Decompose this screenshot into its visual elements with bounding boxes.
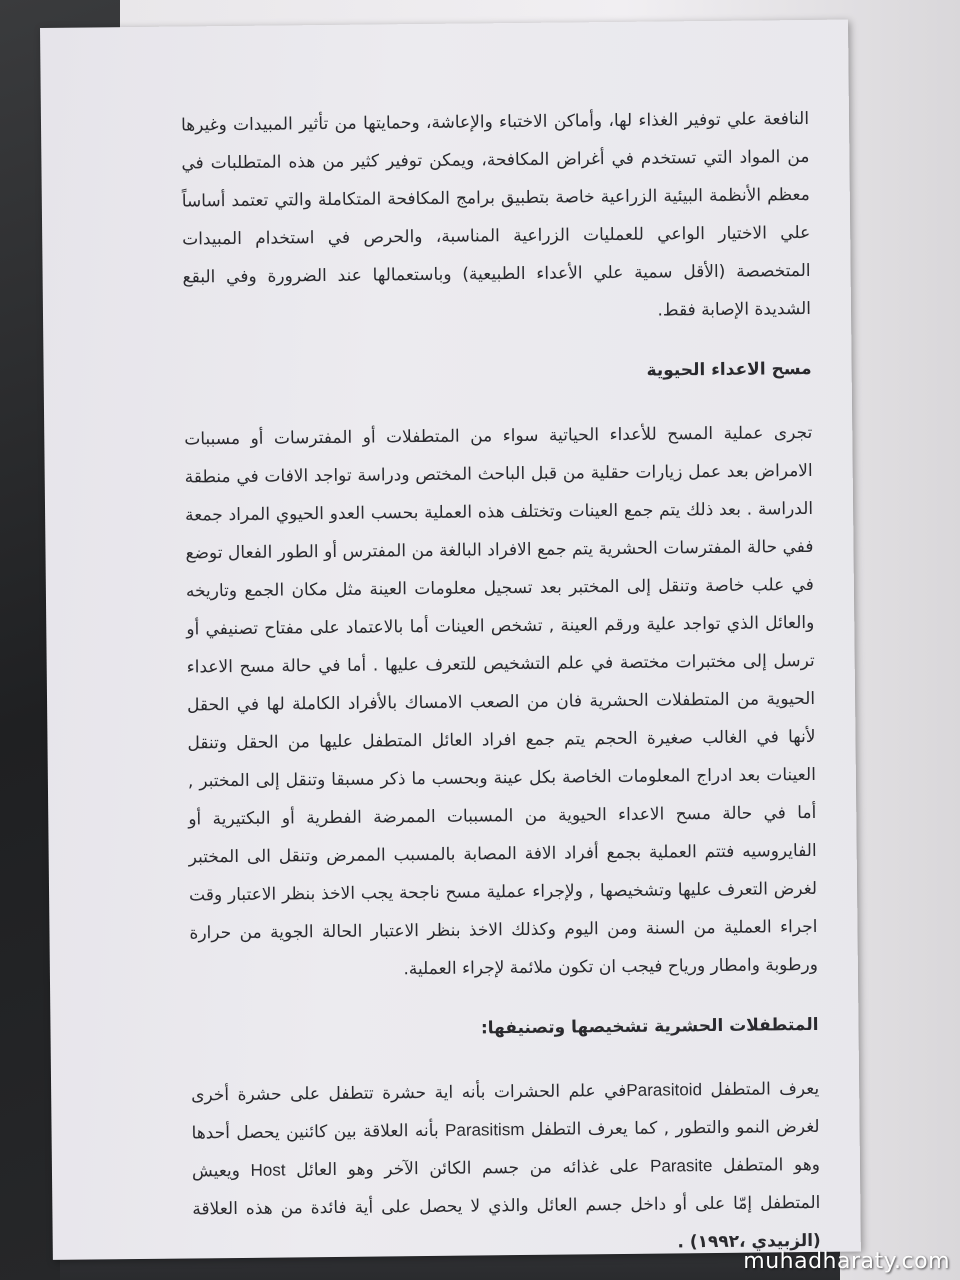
text-fragment: بأنه العلاقة بين كائنين يحصل أحدها وهو المتطفل (191, 1120, 821, 1177)
watermark: muhadharaty.com (743, 1249, 950, 1274)
paragraph-intro: النافعة علي توفير الغذاء لها، وأماكن الاختباء والإعاشة، وحمايتها من تأثير المبيدات وغيرها من المواد التي تستخدم في أغراض المكافحة، ويمكن توفير كثير من هذه المتطلبات في معظم الأنظمة البيئية الزراعية خاصة بتطبيق برامج المكافحة المتكاملة والتي تعتمد أساساً علي الاختيار الواعي للعمليات الزراعية المناسبة، والحرص في استخدام المبيدات المتخصصة (الأقل سمية علي الأعداء الطبيعية) وباستعمالها عند الضرورة وفي البقع الشديدة الإصابة فقط. (180, 108, 812, 321)
page-content (181, 100, 821, 1267)
text-fragment: في علم الحشرات بأنه اية حشرة تتطفل على حشرة أخرى لغرض النمو والتطور , كما يعرف التطفل (191, 1080, 820, 1140)
paragraph-parasitoid-definition (191, 1070, 821, 1267)
text-fragment: يعرف المتطفل (701, 1078, 820, 1101)
section-heading-parasitoids: المتطفلات الحشرية تشخيصها وتصنيفها: (480, 1014, 819, 1039)
citation: (الزبيدي ،١٩٩٢) . (677, 1230, 821, 1253)
paragraph-survey: تجرى عملية المسح للأعداء الحياتية سواء من المتطفلات أو المفترسات أو مسببات الامراض بعد عمل زيارات حقلية من قبل الباحث المختص ودراسة تواجد الافات في منطقة الدراسة . بعد ذلك يتم جمع العينات وتختلف هذه العملية بحسب العدو الحيوي المراد جمعة ففي حالة المفترسات الحشرية يتم جمع الافراد البالغة من المفترس أو الطور الفعال توضع في علب خاصة وتنقل إلى المختبر بعد تسجيل معلومات العينة مثل مكان الجمع وتاريخه والعائل الذي تواجد علية ورقم العينة , تشخص العينات أما بالاعتماد على مفتاح تصنيفي أو ترسل إلى مختبرات مختصة في علم التشخيص للتعرف عليها . أما في حالة مسح الاعداء الحيوية من المتطفلات الحشرية فان من الصعب الامساك بالأفراد الكاملة لها في الحقل لأنها في الغالب صغيرة الحجم يتم جمع افراد العائل المتطفل عليها من الحقل وتنقل العينات بعد ادراج المعلومات الخاصة بكل عينة وبحسب ما ذكر مسبقا وتنقل إلى المختبر , أما في حالة مسح الاعداء الحيوية من المسببات الممرضة الفطرية أو البكتيرية أو الفايروسيه فتتم العملية بجمع أفراد الافة المصابة بالمسبب الممرض وتنقل الى المختبر لغرض التعرف عليها وتشخيصها , ولإجراء عملية مسح ناجحة يجب الاخذ بنظر الاعتبار وقت اجراء العملية من السنة ومن اليوم وكذلك الاخذ بنظر الاعتبار الحالة الجوية من حرارة ورطوبة وامطار ورياح فيجب ان تكون ملائمة لإجراء العملية. (184, 422, 818, 980)
text-fragment: على غذائه من جسم الكائن الآخر وهو العائل (285, 1156, 651, 1181)
section-heading-survey: مسح الاعداء الحيوية (646, 358, 812, 381)
document-page (40, 20, 861, 1260)
term-parasite: Parasite (649, 1156, 713, 1176)
term-parasitoid: Parasitoid (626, 1080, 703, 1100)
term-parasitism: Parasitism (444, 1119, 525, 1140)
term-host: Host (250, 1160, 286, 1180)
text-fragment: ويعيش المتطفل إمّا على أو داخل جسم العائل والذي لا يحصل على أية فائدة من هذه العلاقة (191, 1160, 821, 1220)
